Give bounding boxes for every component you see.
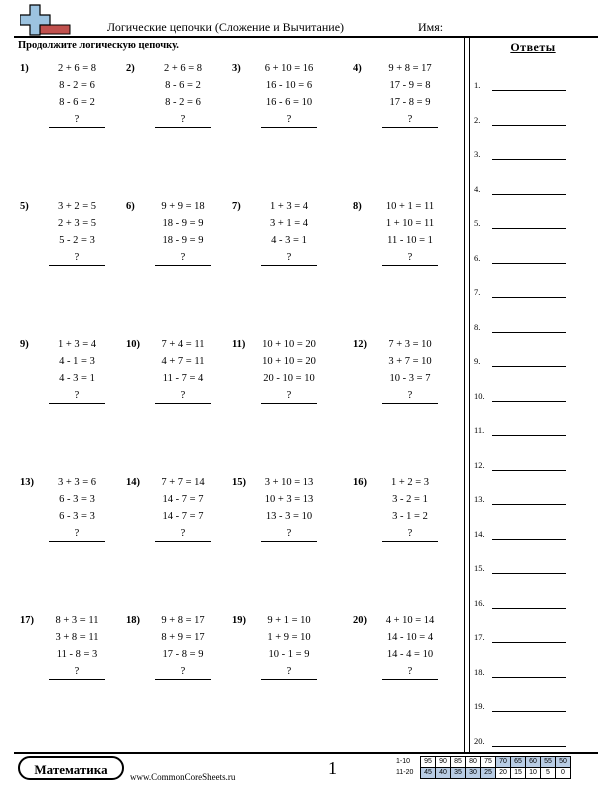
answer-number: 18. xyxy=(474,666,485,677)
equation-line: 14 - 10 = 4 xyxy=(386,632,434,643)
answer-number: 6. xyxy=(474,252,481,263)
score-key-cell: 50 xyxy=(556,757,571,768)
equation-line: 18 - 9 = 9 xyxy=(162,218,204,229)
answer-line[interactable] xyxy=(492,297,566,298)
equation-line: 17 - 8 = 9 xyxy=(389,97,431,108)
problem-number: 8) xyxy=(353,201,362,212)
page-number: 1 xyxy=(328,758,337,778)
score-key-cell: 40 xyxy=(436,768,451,779)
problem-number: 4) xyxy=(353,63,362,74)
equation-line: 3 - 2 = 1 xyxy=(392,494,428,505)
score-key-cell: 80 xyxy=(466,757,481,768)
problem-number: 3) xyxy=(232,63,241,74)
equation-line: 9 + 8 = 17 xyxy=(161,615,205,626)
equation-line: 4 + 7 = 11 xyxy=(161,356,205,367)
score-key-cell: 55 xyxy=(541,757,556,768)
equation-line: 1 + 9 = 10 xyxy=(267,632,311,643)
answer-blank[interactable]: ? xyxy=(49,389,105,404)
answer-number: 16. xyxy=(474,597,485,608)
answer-line[interactable] xyxy=(492,746,566,747)
answer-number: 8. xyxy=(474,321,481,332)
answer-blank[interactable]: ? xyxy=(382,251,438,266)
answer-blank[interactable]: ? xyxy=(155,665,211,680)
score-key-cell: 95 xyxy=(421,757,436,768)
equation-line: 18 - 9 = 9 xyxy=(162,235,204,246)
equation-line: 2 + 6 = 8 xyxy=(57,63,97,74)
equation-line: 3 + 3 = 6 xyxy=(57,477,97,488)
answer-blank[interactable]: ? xyxy=(382,389,438,404)
equation-line: 11 - 10 = 1 xyxy=(387,235,433,246)
equation-line: 9 + 8 = 17 xyxy=(388,63,432,74)
answer-line[interactable] xyxy=(492,573,566,574)
score-key-cell: 45 xyxy=(421,768,436,779)
answer-blank[interactable]: ? xyxy=(155,389,211,404)
answer-number: 17. xyxy=(474,632,485,642)
equation-line: 1 + 3 = 4 xyxy=(269,201,309,212)
answer-number: 2. xyxy=(474,114,481,125)
instructions: Продолжите логическую цепочку. xyxy=(18,40,179,51)
equation-line: 10 + 10 = 20 xyxy=(262,339,316,350)
answer-blank[interactable]: ? xyxy=(155,251,211,266)
equation-line: 11 - 8 = 3 xyxy=(56,649,98,660)
answer-number: 13. xyxy=(474,494,485,504)
problem-number: 14) xyxy=(126,477,140,488)
equation-line: 17 - 9 = 8 xyxy=(389,80,431,91)
problem-number: 1) xyxy=(20,63,29,74)
score-key-cell: 65 xyxy=(511,757,526,768)
answer-line[interactable] xyxy=(492,332,566,333)
score-key-cell: 75 xyxy=(481,757,496,768)
score-key-table xyxy=(396,756,571,779)
answer-number: 5. xyxy=(474,218,481,228)
problem-number: 6) xyxy=(126,201,135,212)
equation-line: 3 - 1 = 2 xyxy=(392,511,428,522)
answer-line[interactable] xyxy=(492,125,566,126)
answer-number: 10. xyxy=(474,390,485,401)
equation-line: 14 - 7 = 7 xyxy=(162,511,204,522)
answer-number: 9. xyxy=(474,356,481,366)
problem-number: 11) xyxy=(232,339,246,350)
answer-number: 19. xyxy=(474,701,485,711)
equation-line: 7 + 4 = 11 xyxy=(161,339,205,350)
answer-column-divider xyxy=(464,36,470,752)
score-key-row-label: 11-20 xyxy=(396,769,414,776)
equation-line: 3 + 2 = 5 xyxy=(57,201,97,212)
score-key-cell: 10 xyxy=(526,768,541,779)
score-key-cell: 20 xyxy=(496,768,511,779)
answer-number: 11. xyxy=(474,425,485,435)
equation-line: 9 + 1 = 10 xyxy=(267,615,311,626)
answer-blank[interactable]: ? xyxy=(382,113,438,128)
score-key-cell: 90 xyxy=(436,757,451,768)
answer-number: 1. xyxy=(474,80,481,90)
header-divider xyxy=(14,36,598,38)
equation-line: 3 + 10 = 13 xyxy=(264,477,314,488)
answer-line[interactable] xyxy=(492,159,566,160)
answer-blank[interactable]: ? xyxy=(382,665,438,680)
equation-line: 2 + 3 = 5 xyxy=(57,218,97,229)
problem-number: 7) xyxy=(232,201,241,212)
equation-line: 14 - 7 = 7 xyxy=(162,494,204,505)
answer-line[interactable] xyxy=(492,504,566,505)
problem-number: 2) xyxy=(126,63,135,74)
worksheet-title: Логические цепочки (Сложение и Вычитание) xyxy=(107,20,345,34)
equation-line: 4 - 3 = 1 xyxy=(271,235,307,246)
equation-line: 7 + 3 = 10 xyxy=(388,339,432,350)
answer-line[interactable] xyxy=(492,90,566,91)
equation-line: 8 - 6 = 2 xyxy=(59,97,95,108)
equation-line: 10 - 3 = 7 xyxy=(389,373,431,384)
problem-number: 18) xyxy=(126,615,140,626)
equation-line: 9 + 9 = 18 xyxy=(161,201,205,212)
equation-line: 14 - 4 = 10 xyxy=(386,649,434,660)
answer-line[interactable] xyxy=(492,366,566,367)
equation-line: 20 - 10 = 10 xyxy=(263,373,315,384)
score-key-cell: 15 xyxy=(511,768,526,779)
plus-minus-logo-icon xyxy=(20,3,72,37)
answer-number: 3. xyxy=(474,149,481,159)
problem-number: 15) xyxy=(232,477,246,488)
site-url: www.CommonCoreSheets.ru xyxy=(130,772,236,782)
score-key-cell: 35 xyxy=(451,768,466,779)
equation-line: 16 - 10 = 6 xyxy=(265,80,313,91)
equation-line: 3 + 7 = 10 xyxy=(388,356,432,367)
equation-line: 3 + 8 = 11 xyxy=(55,632,99,643)
answer-line[interactable] xyxy=(492,263,566,264)
equation-line: 7 + 7 = 14 xyxy=(161,477,205,488)
equation-line: 8 - 6 = 2 xyxy=(165,80,201,91)
name-label: Имя: xyxy=(418,20,444,34)
equation-line: 10 - 1 = 9 xyxy=(268,649,310,660)
answer-number: 15. xyxy=(474,563,485,573)
answer-number: 14. xyxy=(474,528,485,539)
equation-line: 6 - 3 = 3 xyxy=(59,494,95,505)
problem-number: 9) xyxy=(20,339,29,350)
answer-blank[interactable]: ? xyxy=(261,389,317,404)
score-key-cell: 30 xyxy=(466,768,481,779)
equation-line: 3 + 1 = 4 xyxy=(269,218,309,229)
answer-line[interactable] xyxy=(492,677,566,678)
answer-number: 20. xyxy=(474,735,485,746)
answer-line[interactable] xyxy=(492,435,566,436)
equation-line: 8 - 2 = 6 xyxy=(59,80,95,91)
equation-line: 8 + 3 = 11 xyxy=(55,615,99,626)
answer-line[interactable] xyxy=(492,470,566,471)
answer-line[interactable] xyxy=(492,608,566,609)
footer-divider xyxy=(14,752,598,754)
answer-line[interactable] xyxy=(492,401,566,402)
score-key-cell: 0 xyxy=(556,768,571,779)
equation-line: 2 + 6 = 8 xyxy=(163,63,203,74)
score-key-cell: 25 xyxy=(481,768,496,779)
equation-line: 16 - 6 = 10 xyxy=(265,97,313,108)
problem-number: 19) xyxy=(232,615,246,626)
answer-number: 7. xyxy=(474,287,481,297)
problem-number: 17) xyxy=(20,615,34,626)
problem-number: 10) xyxy=(126,339,140,350)
answer-blank[interactable]: ? xyxy=(261,251,317,266)
problem-number: 16) xyxy=(353,477,367,488)
equation-line: 17 - 8 = 9 xyxy=(162,649,204,660)
answer-blank[interactable]: ? xyxy=(155,527,211,542)
equation-line: 4 - 3 = 1 xyxy=(59,373,95,384)
equation-line: 5 - 2 = 3 xyxy=(59,235,95,246)
answer-blank[interactable]: ? xyxy=(49,251,105,266)
equation-line: 6 - 3 = 3 xyxy=(59,511,95,522)
answers-title: Ответы xyxy=(510,40,556,54)
answer-number: 4. xyxy=(474,183,481,194)
score-key-row-11-20 xyxy=(396,768,571,779)
equation-line: 8 - 2 = 6 xyxy=(165,97,201,108)
score-key-cell: 60 xyxy=(526,757,541,768)
equation-line: 11 - 7 = 4 xyxy=(162,373,204,384)
answer-blank[interactable]: ? xyxy=(49,527,105,542)
equation-line: 1 + 2 = 3 xyxy=(390,477,430,488)
problem-number: 20) xyxy=(353,615,367,626)
answer-blank[interactable]: ? xyxy=(382,527,438,542)
score-key-cell: 70 xyxy=(496,757,511,768)
answer-line[interactable] xyxy=(492,228,566,229)
equation-line: 4 + 10 = 14 xyxy=(385,615,435,626)
equation-line: 10 + 3 = 13 xyxy=(264,494,314,505)
problem-number: 5) xyxy=(20,201,29,212)
equation-line: 1 + 3 = 4 xyxy=(57,339,97,350)
answer-number: 12. xyxy=(474,459,485,470)
equation-line: 1 + 10 = 11 xyxy=(385,218,435,229)
problem-number: 12) xyxy=(353,339,367,350)
equation-line: 10 + 1 = 11 xyxy=(385,201,435,212)
equation-line: 8 + 9 = 17 xyxy=(161,632,205,643)
equation-line: 6 + 10 = 16 xyxy=(264,63,314,74)
answer-blank[interactable]: ? xyxy=(49,665,105,680)
equation-line: 10 + 10 = 20 xyxy=(262,356,316,367)
score-key-cell: 5 xyxy=(541,768,556,779)
answer-blank[interactable]: ? xyxy=(155,113,211,128)
score-key-row-label: 1-10 xyxy=(396,758,411,765)
answer-line[interactable] xyxy=(492,642,566,643)
problem-number: 13) xyxy=(20,477,34,488)
answer-line[interactable] xyxy=(492,711,566,712)
answer-blank[interactable]: ? xyxy=(261,113,317,128)
score-key-cell: 85 xyxy=(451,757,466,768)
answer-blank[interactable]: ? xyxy=(261,665,317,680)
score-key-row-1-10 xyxy=(396,757,571,768)
brand-badge: Математика xyxy=(18,756,124,780)
answer-line[interactable] xyxy=(492,539,566,540)
equation-line: 4 - 1 = 3 xyxy=(59,356,95,367)
answer-line[interactable] xyxy=(492,194,566,195)
answer-blank[interactable]: ? xyxy=(261,527,317,542)
answer-blank[interactable]: ? xyxy=(49,113,105,128)
equation-line: 13 - 3 = 10 xyxy=(265,511,313,522)
